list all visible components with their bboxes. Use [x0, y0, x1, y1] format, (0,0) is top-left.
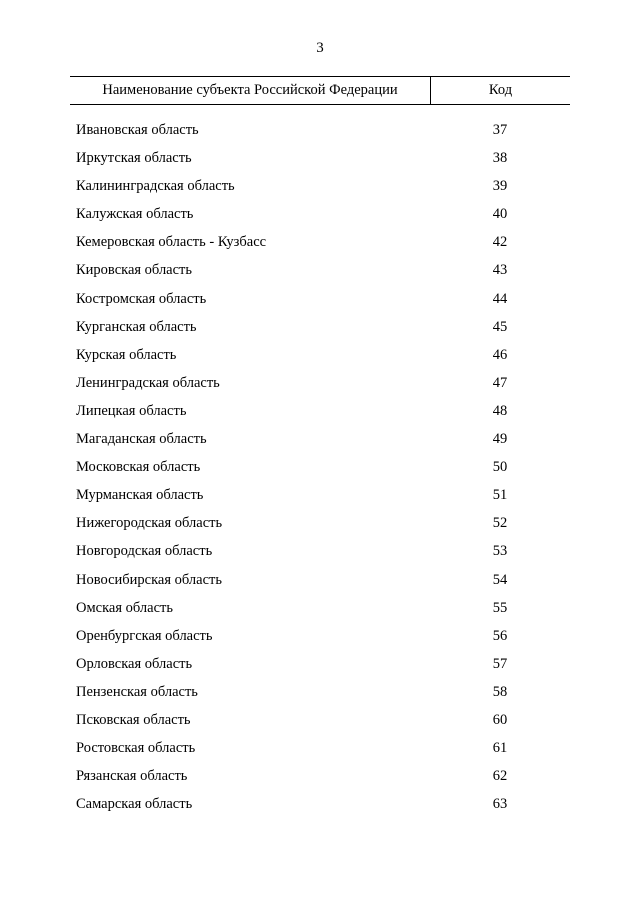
- region-name: Иркутская область: [76, 150, 192, 167]
- region-code: 46: [492, 346, 508, 363]
- region-name: Самарская область: [76, 796, 193, 813]
- table-row: [70, 313, 570, 341]
- table-row: [70, 369, 570, 397]
- table-body: [70, 116, 570, 818]
- page-number: 3: [316, 40, 324, 56]
- region-code: 43: [492, 262, 508, 279]
- region-code: 51: [492, 487, 508, 504]
- region-code: 48: [492, 402, 508, 419]
- table-header: [70, 76, 570, 105]
- region-name: Липецкая область: [76, 402, 187, 419]
- region-name: Рязанская область: [76, 768, 188, 785]
- region-code: 39: [492, 178, 508, 195]
- region-name: Оренбургская область: [76, 627, 213, 644]
- region-name: Кемеровская область - Кузбасс: [76, 234, 267, 251]
- region-code: 62: [492, 768, 508, 785]
- region-name: Московская область: [76, 459, 201, 476]
- table-row: [70, 734, 570, 762]
- table-row: [70, 285, 570, 313]
- region-code: 47: [492, 374, 508, 391]
- region-code: 38: [492, 150, 508, 167]
- region-name: Костромская область: [76, 290, 207, 307]
- table-row: [70, 594, 570, 622]
- table-row: [70, 228, 570, 256]
- region-code: 50: [492, 459, 508, 476]
- column-header-name: Наименование субъекта Российской Федерации: [70, 77, 431, 104]
- region-code: 53: [492, 543, 508, 560]
- table-row: [70, 566, 570, 594]
- table-row: [70, 481, 570, 509]
- region-code: 56: [492, 627, 508, 644]
- region-name: Курская область: [76, 346, 177, 363]
- table-row: [70, 172, 570, 200]
- region-code: 55: [492, 599, 508, 616]
- table-row: [70, 397, 570, 425]
- region-code: 57: [492, 655, 508, 672]
- region-name: Кировская область: [76, 262, 193, 279]
- region-name: Псковская область: [76, 711, 191, 728]
- region-name: Орловская область: [76, 655, 193, 672]
- region-name: Пензенская область: [76, 683, 198, 700]
- table-row: [70, 425, 570, 453]
- region-code: 40: [492, 206, 508, 223]
- table-row: [70, 256, 570, 284]
- table-row: [70, 762, 570, 790]
- table-row: [70, 144, 570, 172]
- table-row: [70, 622, 570, 650]
- region-name: Ростовская область: [76, 740, 196, 757]
- table-row: [70, 341, 570, 369]
- region-name: Мурманская область: [76, 487, 204, 504]
- region-code: 45: [492, 318, 508, 335]
- region-name: Новгородская область: [76, 543, 213, 560]
- region-code: 60: [492, 711, 508, 728]
- region-code: 61: [492, 740, 508, 757]
- region-code: 44: [492, 290, 508, 307]
- table-row: [70, 116, 570, 144]
- region-code: 49: [492, 431, 508, 448]
- table-row: [70, 453, 570, 481]
- region-name: Курганская область: [76, 318, 197, 335]
- column-header-code: Код: [488, 82, 513, 98]
- table-row: [70, 790, 570, 818]
- region-code: 37: [492, 122, 508, 138]
- region-code: 42: [492, 234, 508, 251]
- region-code: 63: [492, 796, 508, 813]
- table-row: [70, 509, 570, 537]
- region-name: Магаданская область: [76, 431, 207, 448]
- region-name: Ленинградская область: [76, 374, 220, 391]
- region-code: 58: [492, 683, 508, 700]
- region-name: Ивановская область: [76, 122, 199, 138]
- table-row: [70, 650, 570, 678]
- table-row: [70, 537, 570, 565]
- region-name: Калужская область: [76, 206, 194, 223]
- table-row: [70, 200, 570, 228]
- region-name: Нижегородская область: [76, 515, 223, 532]
- table-row: [70, 706, 570, 734]
- region-code: 52: [492, 515, 508, 532]
- region-name: Новосибирская область: [76, 571, 222, 588]
- region-code: 54: [492, 571, 508, 588]
- table-row: [70, 678, 570, 706]
- region-name: Омская область: [76, 599, 173, 616]
- region-name: Калининградская область: [76, 178, 235, 195]
